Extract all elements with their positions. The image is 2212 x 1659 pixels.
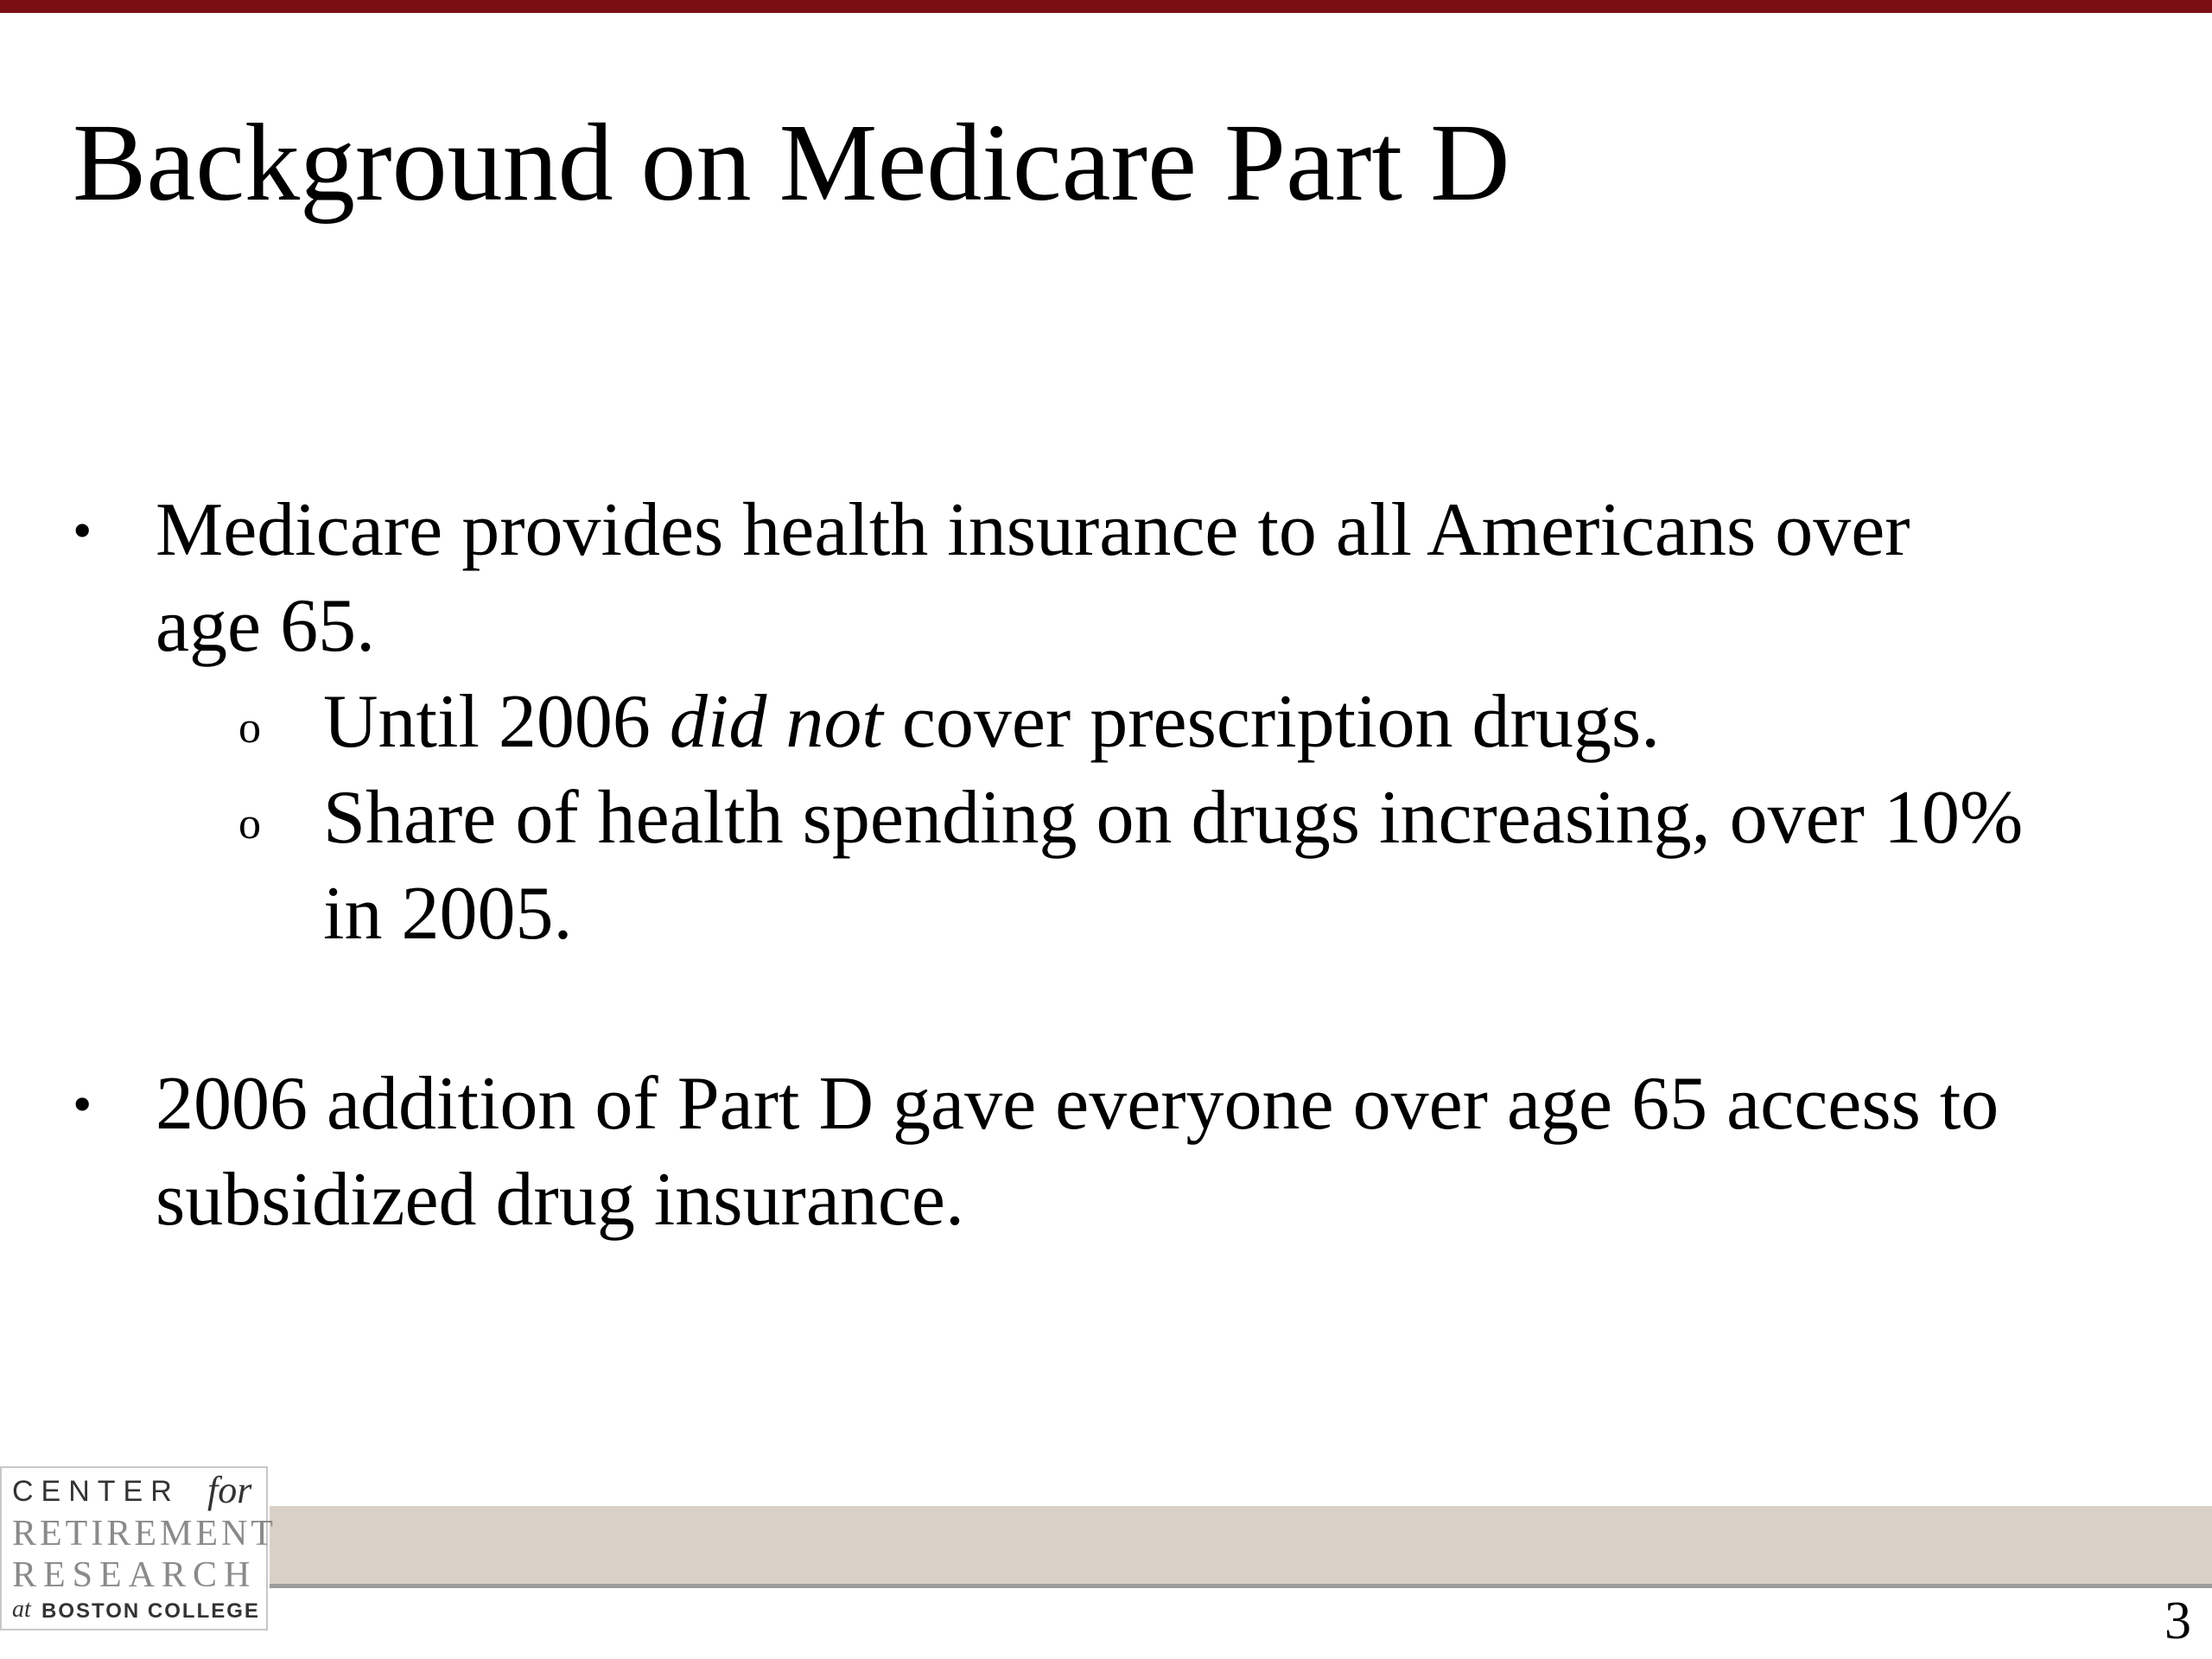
logo-retirement-text: RETIREMENT — [12, 1514, 276, 1554]
subbullet-marker: o — [238, 703, 261, 753]
logo-boston-college-text: BOSTON COLLEGE — [41, 1599, 260, 1623]
subbullet-text-line: in 2005. — [323, 872, 573, 956]
bullet-text-line: age 65. — [156, 584, 376, 668]
footer-band — [270, 1506, 2212, 1584]
top-accent-bar — [0, 0, 2212, 13]
bullet-marker: • — [73, 1073, 92, 1135]
logo-research-text: RESEARCH — [12, 1555, 257, 1595]
bullet-text-line: 2006 addition of Part D gave everyone over age 65 access to — [156, 1062, 1999, 1146]
bullet-marker: • — [73, 499, 92, 561]
bullet-text-line: subsidized drug insurance. — [156, 1158, 964, 1242]
subbullet-text-line: Share of health spending on drugs increasing, over 10% — [323, 776, 2024, 860]
subbullet-text-line — [323, 674, 1660, 770]
slide-title: Background on Medicare Part D — [73, 101, 1510, 224]
subbullet-text-part: cover prescription drugs. — [882, 680, 1661, 764]
logo-center-text: CENTER — [12, 1475, 180, 1508]
page-number: 3 — [2164, 1592, 2191, 1650]
crr-logo — [0, 1466, 276, 1630]
footer-rule — [270, 1584, 2212, 1588]
bullet-text-line: Medicare provides health insurance to all Americans over — [156, 488, 1910, 572]
logo-for-text: for — [207, 1469, 252, 1511]
subbullet-marker: o — [238, 799, 261, 849]
subbullet-text-part: Until 2006 — [323, 680, 670, 764]
logo-at-text: at — [12, 1596, 31, 1623]
emphasis-text: did not — [669, 680, 883, 764]
